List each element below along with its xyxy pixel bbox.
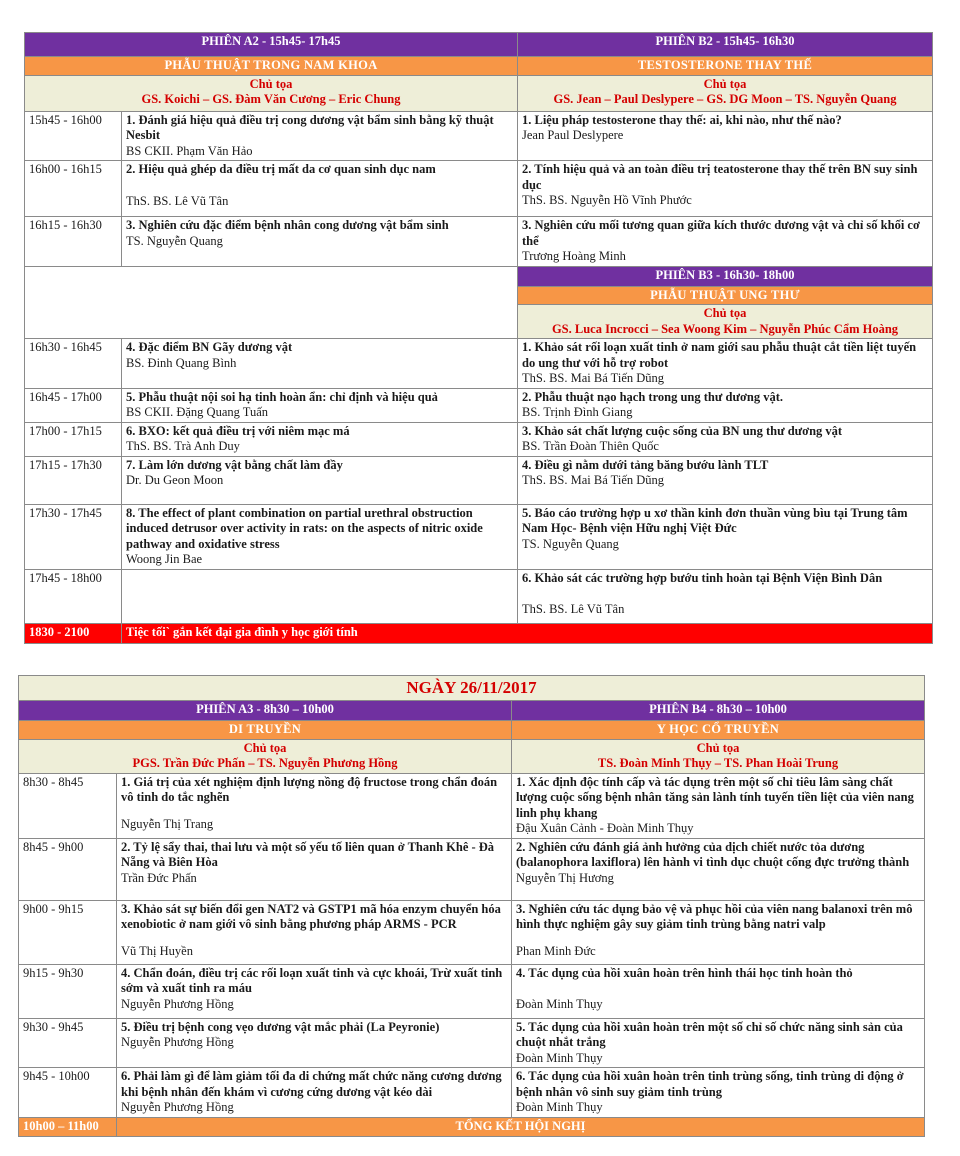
topic-header-b2: TESTOSTERONE THAY THẾ [518,57,933,76]
time-slot: 9h00 - 9h15 [19,900,117,964]
chair-label: Chủ tọa [696,740,740,755]
talk-title: 4. Tác dụng của hồi xuân hoàn trên hình thái học tinh hoàn thỏ [516,965,853,980]
talk-cell-right [518,569,933,623]
talk-cell-left [117,900,512,964]
closing-label: TỔNG KẾT HỘI NGHỊ [117,1118,925,1137]
speaker-name: ThS. BS. Lê Vũ Tân [522,602,625,616]
table-row [25,504,933,569]
chair-cell-b3 [518,305,933,339]
table-row [19,900,925,964]
talk-title: 4. Chẩn đoán, điều trị các rối loạn xuất tinh và cực khoái, Trừ xuất tinh sớm và xuất tinh ra máu [121,965,503,995]
time-slot: 17h00 - 17h15 [25,422,122,456]
talk-title: 3. Nghiên cứu đặc điểm bệnh nhân cong dương vật bẩm sinh [126,218,449,232]
table-row [19,838,925,900]
talk-cell-left [122,161,518,217]
topic-header-b3: PHẪU THUẬT UNG THƯ [518,286,933,305]
talk-title: 6. Phải làm gì để làm giảm tối đa di chứng mất chức năng cương dương khi bệnh nhân đến khám vì cương cứng dương vật kéo dài [121,1069,502,1099]
dinner-label: Tiệc tối` gắn kết đại gia đình y học giới tính [122,623,933,643]
topic-header-a2: PHẪU THUẬT TRONG NAM KHOA [25,57,518,76]
time-slot: 15h45 - 16h00 [25,111,122,161]
chair-label: Chủ tọa [249,76,293,91]
talk-cell-left [117,1068,512,1118]
time-slot: 16h30 - 16h45 [25,339,122,389]
table-row [19,1018,925,1068]
time-slot: 9h15 - 9h30 [19,964,117,1018]
chair-label: Chủ tọa [243,740,287,755]
session-header-a3: PHIÊN A3 - 8h30 – 10h00 [19,701,512,721]
speaker-name: BS CKII. Đặng Quang Tuấn [126,405,269,419]
speaker-name: BS. Đinh Quang Bình [126,355,237,370]
talk-title: 5. Báo cáo trường hợp u xơ thần kinh đơn thuần vùng bìu tại Trung tâm Nam Học- Bệnh viện Hữu nghị Việt Đức [522,505,908,535]
talk-title: 6. Tác dụng của hồi xuân hoàn trên tinh trùng sống, tinh trùng di động ở bệnh nhân vô sinh suy giảm tinh trùng [516,1069,904,1099]
speaker-name: Đoàn Minh Thụy [516,1050,603,1065]
talk-title: 5. Điều trị bệnh cong vẹo dương vật mắc phải (La Peyronie) [121,1019,440,1034]
table-row [25,111,933,161]
chair-label: Chủ tọa [703,76,747,91]
talk-title: 1. Giá trị của xét nghiệm định lượng nồng độ fructose trong chẩn đoán vô tinh do tắc nghẽn [121,774,498,804]
speaker-name: Nguyễn Phương Hồng [121,1100,234,1114]
talk-cell-right [518,456,933,504]
speaker-name: Nguyễn Thị Trang [121,816,214,831]
talk-title: 6. BXO: kết quả điều trị với niêm mạc má [126,423,350,438]
speaker-name: Woong Jin Bae [126,552,203,566]
talk-title: 3. Khảo sát chất lượng cuộc sống của BN ung thư dương vật [522,423,843,438]
talk-cell-left [117,838,512,900]
speaker-name: Nguyễn Phương Hồng [121,996,234,1011]
chair-label: Chủ tọa [703,306,747,320]
speaker-name: ThS. BS. Mai Bá Tiến Dũng [522,371,665,385]
talk-cell-left [117,964,512,1018]
table-row [25,569,933,623]
speaker-name: Đoàn Minh Thụy [516,1100,603,1114]
talk-title: 8. The effect of plant combination on partial urethral obstruction induced detrusor over activity in rats: on the aspects of nitric oxide pathway and oxidative stress [126,505,483,551]
time-slot: 16h15 - 16h30 [25,217,122,267]
speaker-name: TS. Nguyễn Quang [126,233,223,248]
day-header: NGÀY 26/11/2017 [19,676,925,701]
speaker-name: ThS. BS. Lê Vũ Tân [126,193,229,208]
talk-title: 1. Đánh giá hiệu quả điều trị cong dương vật bẩm sinh bằng kỹ thuật Nesbit [126,112,494,142]
chair-names-b3: GS. Luca Incrocci – Sea Woong Kim – Nguyễn Phúc Cẩm Hoàng [551,321,899,336]
talk-cell-left [122,339,518,389]
talk-cell-right [512,900,925,964]
talk-cell-right [512,1068,925,1118]
speaker-name: Trần Đức Phấn [121,870,197,885]
talk-title: 1. Khảo sát rối loạn xuất tinh ở nam giới sau phẫu thuật cắt tiền liệt tuyến do ung thư với hỗ trợ robot [522,340,917,370]
time-slot: 8h30 - 8h45 [19,773,117,838]
table-row [19,964,925,1018]
speaker-name: Vũ Thị Huyền [121,943,193,958]
talk-cell-right [518,161,933,217]
chair-cell-a3 [19,739,512,773]
speaker-name: BS. Trịnh Đình Giang [522,405,633,419]
talk-cell-right [512,964,925,1018]
talk-cell-left [122,504,518,569]
talk-title: 2. Phẫu thuật nạo hạch trong ung thư dương vật. [522,389,783,404]
talk-cell-left [122,456,518,504]
talk-cell-left [122,388,518,422]
speaker-name: Trương Hoàng Minh [522,249,626,263]
speaker-name: Nguyễn Phương Hồng [121,1035,234,1049]
talk-title: 2. Hiệu quả ghép da điều trị mất da cơ quan sinh dục nam [126,162,436,176]
talk-cell-left [122,569,518,623]
schedule-table-sessions-a3-b4 [18,675,925,1137]
speaker-name: Đậu Xuân Cảnh - Đoàn Minh Thụy [516,821,694,835]
talk-cell-left [117,1018,512,1068]
session-header-a2: PHIÊN A2 - 15h45- 17h45 [25,33,518,57]
topic-header-b4: Y HỌC CỔ TRUYỀN [512,721,925,740]
talk-title: 3. Nghiên cứu tác dụng bảo vệ và phục hồi của viên nang balanoxi trên mô hình thực nghiệm gây suy giảm tinh trùng bằng natri valp [516,901,913,931]
talk-title: 7. Làm lớn dương vật bằng chất làm đầy [126,457,343,472]
speaker-name: Dr. Du Geon Moon [126,473,224,487]
chair-cell-a2 [25,75,518,111]
talk-cell-left [122,111,518,161]
table-row [19,1068,925,1118]
time-slot: 17h30 - 17h45 [25,504,122,569]
table-row [25,422,933,456]
talk-title: 3. Nghiên cứu mối tương quan giữa kích thước dương vật và chỉ số khối cơ thể [522,218,920,248]
time-slot: 16h00 - 16h15 [25,161,122,217]
time-slot: 17h45 - 18h00 [25,569,122,623]
speaker-name: ThS. BS. Mai Bá Tiến Dũng [522,473,665,487]
speaker-name: ThS. BS. Trà Anh Duy [126,439,240,453]
talk-cell-left [122,422,518,456]
talk-title: 2. Nghiên cứu đánh giá ảnh hưởng của dịch chiết nước tỏa dương (balanophora laxiflora) lên hành vi tình dục chuột cống đực trưởng thành [516,839,910,869]
speaker-name: Phan Minh Đức [516,943,596,958]
talk-cell-right [518,388,933,422]
table-row [25,456,933,504]
topic-header-a3: DI TRUYỀN [19,721,512,740]
time-slot: 9h30 - 9h45 [19,1018,117,1068]
speaker-name: Nguyễn Thị Hương [516,870,614,885]
chair-names-b2: GS. Jean – Paul Deslypere – GS. DG Moon – TS. Nguyễn Quang [553,92,897,106]
talk-cell-right [512,1018,925,1068]
talk-cell-right [518,504,933,569]
speaker-name: ThS. BS. Nguyễn Hồ Vĩnh Phước [522,193,692,207]
time-slot: 16h45 - 17h00 [25,388,122,422]
talk-cell-right [512,838,925,900]
talk-title: 5. Tác dụng của hồi xuân hoàn trên một số chỉ số chức năng sinh sản của chuột nhắt trắng [516,1019,903,1049]
table-row [25,217,933,267]
time-slot: 9h45 - 10h00 [19,1068,117,1118]
empty-cell [25,266,518,339]
talk-title: 4. Điều gì nằm dưới tảng băng bướu lành TLT [522,457,769,472]
speaker-name: Đoàn Minh Thụy [516,997,603,1011]
closing-time: 10h00 – 11h00 [19,1118,117,1137]
speaker-name: TS. Nguyễn Quang [522,536,619,551]
chair-names-a3: PGS. Trần Đức Phấn – TS. Nguyễn Phương Hồng [132,756,398,770]
time-slot: 17h15 - 17h30 [25,456,122,504]
dinner-time: 1830 - 2100 [25,623,122,643]
talk-title: 1. Liệu pháp testosterone thay thế: ai, khi nào, như thế nào? [522,112,842,127]
talk-title: 2. Tính hiệu quả và an toàn điều trị teatosterone thay thế trên BN suy sinh dục [522,162,918,192]
talk-cell-right [518,111,933,161]
talk-title: 1. Xác định độc tính cấp và tác dụng trên một số chỉ tiêu lâm sàng chất lượng cuộc sống bệnh nhân tăng sản lành tính tuyến tiền liệt của viên nang linh phụ khang [516,774,914,820]
speaker-name: Jean Paul Deslypere [522,128,624,142]
table-row [25,339,933,389]
chair-cell-b2 [518,75,933,111]
speaker-name: BS. Trần Đoàn Thiên Quốc [522,439,659,453]
talk-cell-right [518,422,933,456]
talk-title: 6. Khảo sát các trường hợp bướu tinh hoàn tại Bệnh Viện Bình Dân [522,570,883,585]
talk-title: 3. Khảo sát sự biến đổi gen NAT2 và GSTP1 mã hóa enzym chuyển hóa xenobiotic ở nam giới vô sinh bằng phương pháp ARMS - PCR [121,901,501,931]
talk-title: 2. Tỷ lệ sẩy thai, thai lưu và một số yếu tố liên quan ở Thanh Khê - Đà Nẵng và Biên Hòa [121,839,495,869]
talk-cell-right [518,339,933,389]
chair-names-a2: GS. Koichi – GS. Đàm Văn Cương – Eric Chung [141,92,401,106]
session-header-b2: PHIÊN B2 - 15h45- 16h30 [518,33,933,57]
table-row [25,388,933,422]
schedule-table-sessions-a2-b2-b3 [24,32,933,644]
talk-title: 4. Đặc điểm BN Gãy dương vật [126,340,293,354]
chair-names-b4: TS. Đoàn Minh Thụy – TS. Phan Hoài Trung [597,756,839,770]
talk-title: 5. Phẫu thuật nội soi hạ tinh hoàn ẩn: chỉ định và hiệu quả [126,389,438,404]
speaker-name: BS CKII. Phạm Văn Hảo [126,143,253,158]
time-slot: 8h45 - 9h00 [19,838,117,900]
session-header-b4: PHIÊN B4 - 8h30 – 10h00 [512,701,925,721]
talk-cell-right [512,773,925,838]
table-row [25,161,933,217]
table-row [19,773,925,838]
talk-cell-left [122,217,518,267]
talk-cell-left [117,773,512,838]
chair-cell-b4 [512,739,925,773]
talk-cell-right [518,217,933,267]
session-header-b3: PHIÊN B3 - 16h30- 18h00 [518,266,933,286]
